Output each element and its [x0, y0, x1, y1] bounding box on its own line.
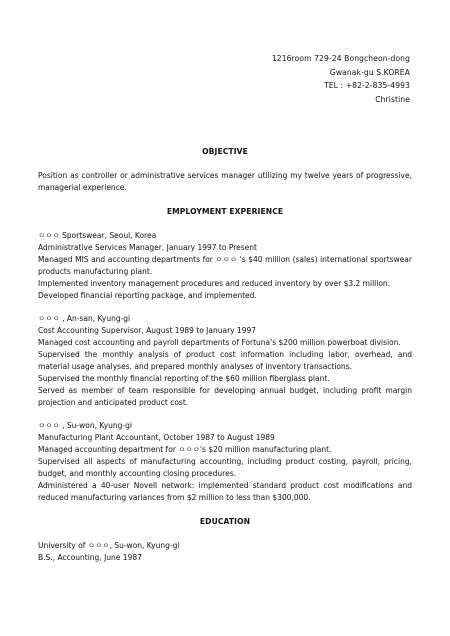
job-duty: Managed cost accounting and payroll departments of Fortuna's $200 million powerboat division.	[38, 338, 401, 347]
contact-block	[272, 52, 410, 106]
education-school: University of ㅇㅇㅇ, Su-won, Kyung-gi	[38, 541, 180, 550]
job-duty: Served as member of team responsible for developing annual budget, including profit margin projection and anticipated product cost.	[38, 386, 412, 407]
resume-body	[38, 146, 412, 564]
education-heading: EDUCATION	[199, 517, 251, 526]
job-entry-3	[38, 420, 412, 504]
applicant-name: Christine	[375, 94, 410, 104]
employment-heading: EMPLOYMENT EXPERIENCE	[166, 207, 284, 216]
job-duty: Implemented inventory management procedures and reduced inventory by over $3.2 million.	[38, 279, 391, 288]
address-line-1: 1216room 729-24 Bongcheon-dong	[271, 54, 410, 63]
education-degree: B.S., Accounting, June 1987	[38, 553, 142, 562]
job-entry-1	[38, 230, 412, 302]
objective-text: Position as controller or administrative services manager utilizing my twelve years of progressive, managerial experience.	[38, 171, 412, 192]
job-title: Manufacturing Plant Accountant, October 1987 to August 1989	[38, 433, 275, 442]
job-company: ㅇㅇㅇ , An-san, Kyung-gi	[38, 314, 131, 323]
job-duty: Supervised the monthly analysis of product cost information including labor, overhead, and material usage analyses, and prepared monthly analyses of inventory transactions.	[38, 350, 412, 371]
job-title: Administrative Services Manager, January 1997 to Present	[38, 243, 257, 252]
job-duty: Supervised the monthly financial reporting of the $60 million fiberglass plant.	[38, 374, 330, 383]
phone-line: TEL : +82-2-835-4993	[324, 81, 410, 90]
job-company: ㅇㅇㅇ Sportswear, Seoul, Korea	[38, 231, 157, 240]
job-duty: Managed MIS and accounting departments for ㅇㅇㅇ 's $40 million (sales) international sportswear products manufacturing plant.	[38, 255, 412, 276]
job-duty: Developed financial reporting package, and implemented.	[38, 291, 257, 300]
job-company: ㅇㅇㅇ , Su-won, Kyung-gi	[38, 421, 132, 430]
job-duty: Supervised all aspects of manufacturing accounting, including product costing, payroll, pricing, budget, and monthly accounting closing procedures.	[38, 457, 412, 478]
job-entry-2	[38, 313, 412, 409]
job-title: Cost Accounting Supervisor, August 1989 to January 1997	[38, 326, 257, 335]
objective-heading: OBJECTIVE	[202, 147, 248, 156]
job-duty: Managed accounting department for ㅇㅇㅇ's $20 million manufacturing plant.	[38, 445, 332, 454]
job-duty: Administered a 40-user Novell network: implemented standard product cost modifications and reduced manufacturing variances from $2 million to less than $300,000.	[38, 481, 412, 502]
address-line-2: Gwanak-gu S.KOREA	[329, 67, 410, 77]
